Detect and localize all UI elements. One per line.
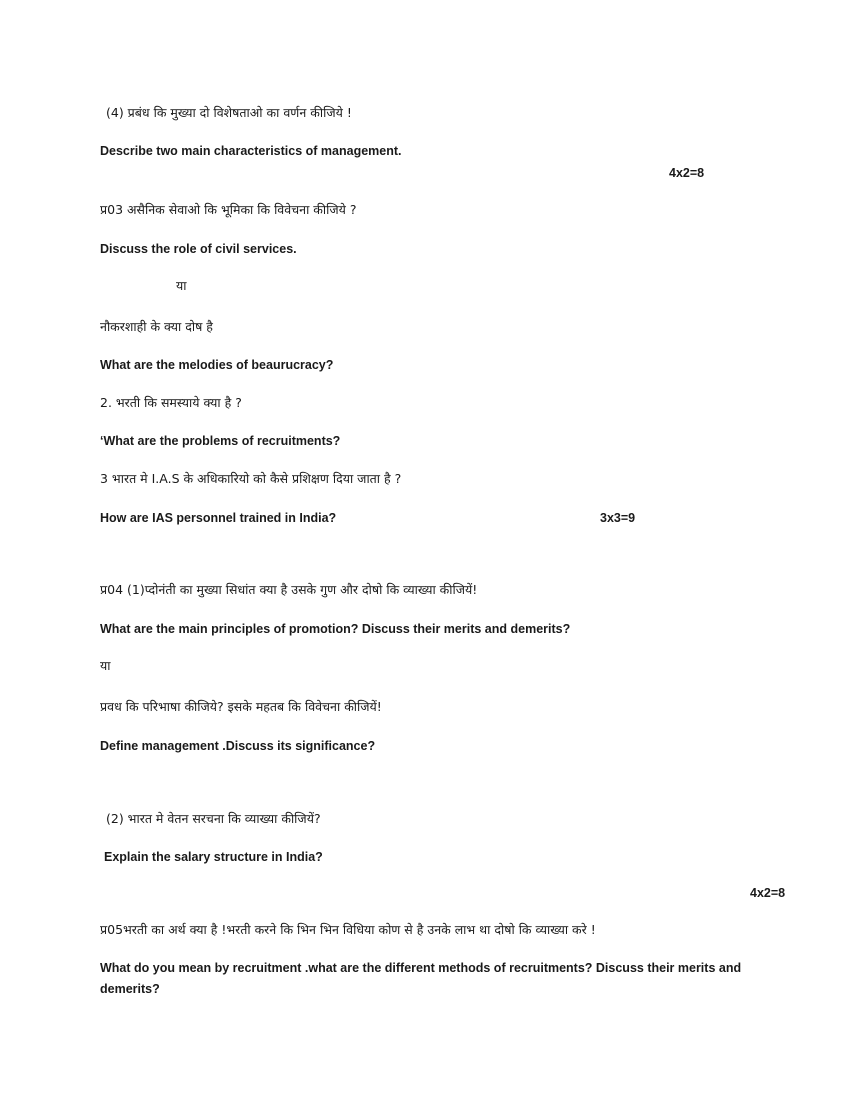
q4-alt-english-text: Define management .Discuss its significance? — [100, 739, 376, 753]
q4-marks: 4x2=8 — [750, 886, 786, 900]
q2-marks: 4x2=8 — [669, 166, 705, 180]
q2-4-english-text: Describe two main characteristics of management. — [100, 144, 402, 158]
q4-english-text: What are the main principles of promotion? Discuss their merits and demerits? — [100, 622, 571, 636]
q3-2-english-text: ‘What are the problems of recruitments? — [100, 434, 341, 448]
q3-or-text: या — [176, 278, 187, 293]
q5-hindi-text: प्र05भरती का अर्थ क्या है !भरती करने कि भिन भिन विधिया कोण से है उनके लाभ था दोषो कि व्याख्या करे ! — [100, 922, 596, 937]
q3-2-hindi-text: 2. भरती कि समस्याये क्या है ? — [100, 395, 242, 410]
q4-2-english-text: Explain the salary structure in India? — [104, 850, 323, 864]
q4-or-text: या — [100, 658, 111, 673]
q3-alt-english-text: What are the melodies of beaurucracy? — [100, 358, 334, 372]
q4-2-hindi-text: (2) भारत मे वेतन सरचना कि व्याख्या कीजियें? — [106, 811, 321, 826]
q3-3-english-text: How are IAS personnel trained in India? — [100, 511, 337, 525]
q4-alt-hindi-text: प्रवध कि परिभाषा कीजिये? इसके महतब कि विवेचना कीजियें! — [100, 699, 382, 714]
q3-hindi-text: प्र03 असैनिक सेवाओ कि भूमिका कि विवेचना कीजिये ? — [100, 202, 357, 217]
q3-3-hindi-text: 3 भारत मे I.A.S के अधिकारियो को कैसे प्रशिक्षण दिया जाता है ? — [100, 471, 402, 486]
q3-english-text: Discuss the role of civil services. — [100, 242, 297, 256]
q2-4-hindi-text: (4) प्रबंध कि मुख्या दो विशेषताओ का वर्णन कीजिये ! — [106, 105, 352, 120]
q3-alt-hindi-text: नौकरशाही के क्या दोष है — [100, 319, 213, 334]
q5-english-text: What do you mean by recruitment .what are the different methods of recruitments? Discuss their merits and demerits? — [100, 961, 742, 996]
q4-hindi-text: प्र04 (1)प्दोनंती का मुख्या सिधांत क्या है उसके गुण और दोषो कि व्याख्या कीजियें! — [100, 582, 478, 597]
q3-marks: 3x3=9 — [600, 511, 636, 525]
